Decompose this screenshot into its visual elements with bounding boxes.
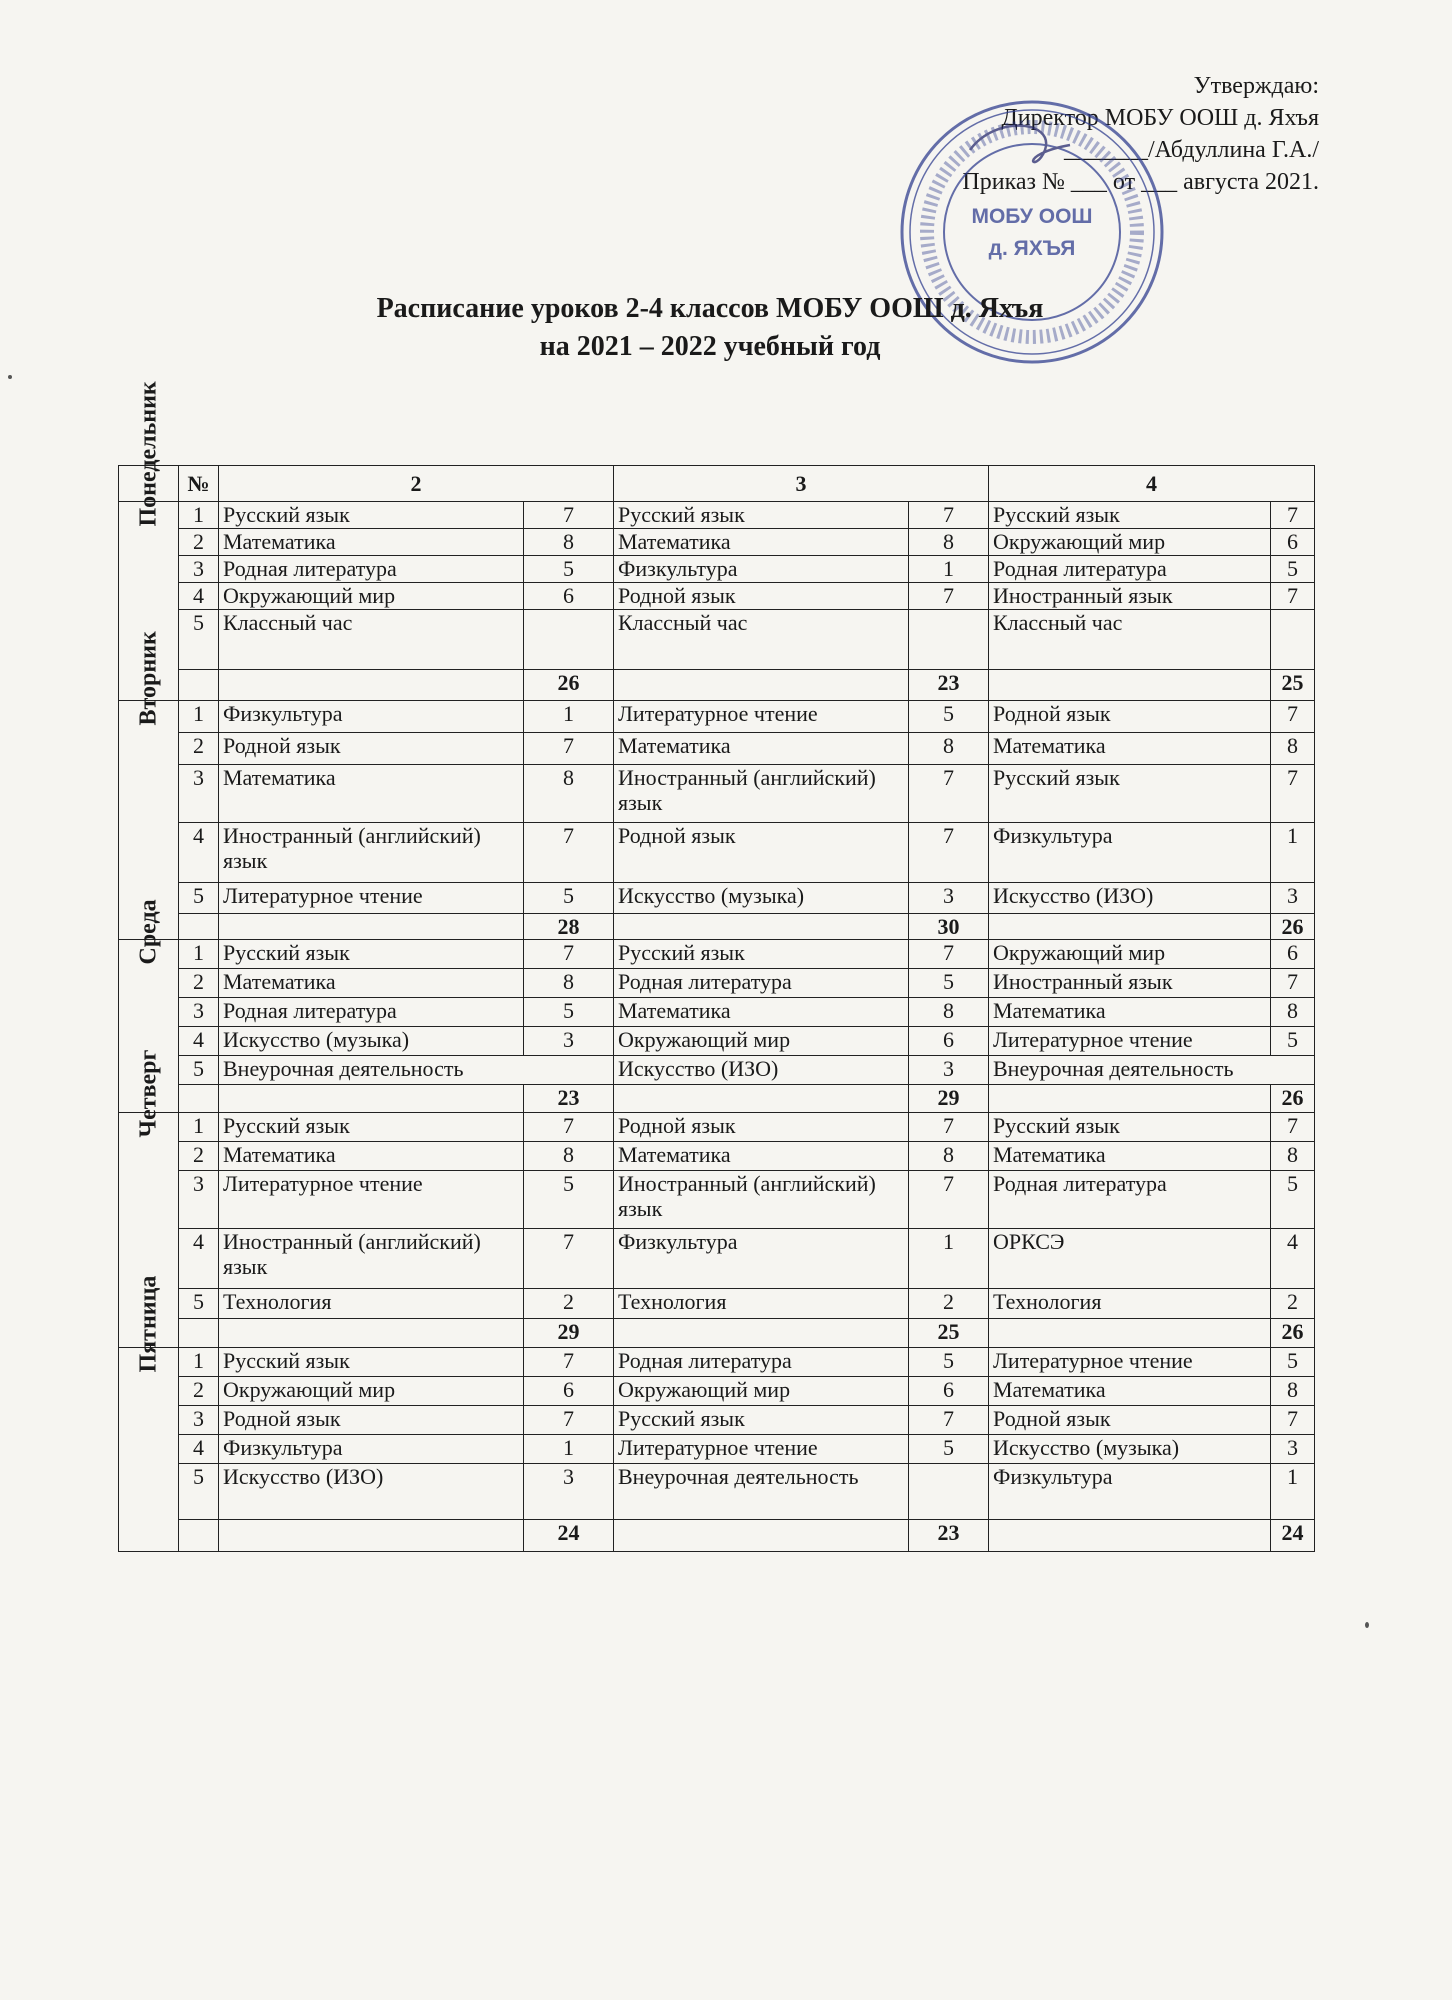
scan-speck [8,375,12,379]
totals-empty-cell [989,1319,1271,1348]
schedule-table [118,381,1315,1552]
subject-class-3: Физкультура [614,1229,909,1289]
lesson-number: 5 [179,1289,219,1319]
totals-empty-cell [219,670,524,701]
hours-class-3: 1 [909,556,989,583]
totals-empty-cell [179,914,219,940]
subject-class-4: Математика [989,733,1271,765]
total-class-3: 30 [909,914,989,940]
totals-empty-cell [219,1520,524,1552]
subject-class-2: Физкультура [219,701,524,733]
lesson-row [119,940,1315,969]
lesson-number: 5 [179,1056,219,1085]
lesson-number: 1 [179,502,219,529]
approval-line-4: Приказ № ___ от ___ августа 2021. [962,169,1319,195]
lesson-number: 3 [179,1171,219,1229]
totals-row [119,1520,1315,1552]
totals-row [119,670,1315,701]
lesson-row [119,1056,1315,1085]
subject-class-4: Классный час [989,610,1271,670]
subject-class-2: Математика [219,529,524,556]
subject-class-2: Русский язык [219,1348,524,1377]
subject-class-3: Окружающий мир [614,1377,909,1406]
lesson-row [119,610,1315,670]
total-class-4: 26 [1271,1319,1315,1348]
hours-class-3: 5 [909,1348,989,1377]
subject-class-3: Родной язык [614,823,909,883]
header-class-4: 4 [989,466,1315,502]
hours-class-3: 6 [909,1377,989,1406]
hours-class-4: 7 [1271,1406,1315,1435]
lesson-number: 3 [179,1406,219,1435]
subject-class-2: Родная литература [219,998,524,1027]
totals-empty-cell [989,670,1271,701]
subject-class-4: Родная литература [989,556,1271,583]
total-class-4: 24 [1271,1520,1315,1552]
lesson-number: 5 [179,883,219,914]
hours-class-4: 3 [1271,1435,1315,1464]
hours-class-4: 8 [1271,733,1315,765]
totals-empty-cell [614,670,909,701]
hours-class-2: 5 [524,998,614,1027]
hours-class-2: 7 [524,1348,614,1377]
lesson-number: 3 [179,556,219,583]
header-row [119,466,1315,502]
stamp-text-1: МОБУ ООШ [971,205,1093,228]
subject-class-2: Искусство (музыка) [219,1027,524,1056]
hours-class-2: 7 [524,940,614,969]
subject-class-2: Окружающий мир [219,1377,524,1406]
totals-empty-cell [179,1520,219,1552]
header-class-3: 3 [614,466,989,502]
subject-class-4: Иностранный язык [989,583,1271,610]
totals-empty-cell [614,1520,909,1552]
subject-class-2: Русский язык [219,940,524,969]
lesson-number: 2 [179,733,219,765]
hours-class-4: 7 [1271,765,1315,823]
hours-class-3: 8 [909,1142,989,1171]
lesson-number: 2 [179,1377,219,1406]
approval-line-2: Директор МОБУ ООШ д. Яхъя [1001,105,1319,131]
total-class-3: 23 [909,1520,989,1552]
subject-class-2: Литературное чтение [219,883,524,914]
hours-class-2: 5 [524,1171,614,1229]
hours-class-4: 7 [1271,969,1315,998]
totals-empty-cell [614,914,909,940]
header-num: № [179,466,219,502]
stamp-text-2: д. ЯХЪЯ [988,237,1076,260]
subject-class-4: Русский язык [989,1113,1271,1142]
subject-class-4: Внеурочная деятельность [989,1056,1315,1085]
subject-class-2: Иностранный (английский) язык [219,1229,524,1289]
subject-class-3: Русский язык [614,502,909,529]
lesson-number: 2 [179,969,219,998]
hours-class-3: 7 [909,1113,989,1142]
subject-class-3: Литературное чтение [614,701,909,733]
total-class-4: 26 [1271,914,1315,940]
subject-class-3: Физкультура [614,556,909,583]
hours-class-2: 8 [524,1142,614,1171]
lesson-row [119,1348,1315,1377]
hours-class-4: 7 [1271,1113,1315,1142]
subject-class-2: Иностранный (английский) язык [219,823,524,883]
lesson-number: 3 [179,765,219,823]
hours-class-4: 5 [1271,1171,1315,1229]
subject-class-3: Иностранный (английский) язык [614,765,909,823]
total-class-2: 24 [524,1520,614,1552]
subject-class-2: Технология [219,1289,524,1319]
lesson-row [119,998,1315,1027]
title-line-1: Расписание уроков 2-4 классов МОБУ ООШ д. Яхъя [376,293,1044,324]
hours-class-3: 7 [909,940,989,969]
document-title [160,290,1260,366]
subject-class-3: Математика [614,529,909,556]
totals-empty-cell [179,1319,219,1348]
subject-class-3: Окружающий мир [614,1027,909,1056]
hours-class-4: 6 [1271,529,1315,556]
subject-class-4: Родной язык [989,701,1271,733]
subject-class-3: Математика [614,998,909,1027]
header-class-2: 2 [219,466,614,502]
subject-class-4: Искусство (ИЗО) [989,883,1271,914]
lesson-row [119,583,1315,610]
subject-class-4: ОРКСЭ [989,1229,1271,1289]
lesson-row [119,883,1315,914]
lesson-row [119,1171,1315,1229]
subject-class-3: Искусство (музыка) [614,883,909,914]
hours-class-3: 2 [909,1289,989,1319]
hours-class-2: 3 [524,1464,614,1520]
total-class-4: 26 [1271,1085,1315,1113]
subject-class-2: Русский язык [219,1113,524,1142]
lesson-row [119,1229,1315,1289]
hours-class-4: 7 [1271,701,1315,733]
totals-row [119,1319,1315,1348]
day-name: Понедельник [135,381,161,527]
totals-row [119,1085,1315,1113]
lesson-row [119,701,1315,733]
hours-class-3: 5 [909,969,989,998]
subject-class-4: Окружающий мир [989,940,1271,969]
totals-empty-cell [219,1085,524,1113]
lesson-row [119,1406,1315,1435]
subject-class-2: Математика [219,765,524,823]
lesson-number: 5 [179,610,219,670]
total-class-3: 25 [909,1319,989,1348]
subject-class-4: Родной язык [989,1406,1271,1435]
scan-speck [1365,1622,1369,1628]
hours-class-3: 5 [909,701,989,733]
total-class-3: 23 [909,670,989,701]
hours-class-4: 7 [1271,583,1315,610]
subject-class-3: Родной язык [614,583,909,610]
hours-class-3: 7 [909,502,989,529]
hours-class-2: 8 [524,765,614,823]
hours-class-4: 5 [1271,1348,1315,1377]
subject-class-2: Математика [219,1142,524,1171]
subject-class-2: Внеурочная деятельность [219,1056,614,1085]
hours-class-4 [1271,610,1315,670]
subject-class-3: Литературное чтение [614,1435,909,1464]
lesson-number: 2 [179,1142,219,1171]
hours-class-4: 1 [1271,1464,1315,1520]
subject-class-2: Физкультура [219,1435,524,1464]
approval-line-3: _______/Абдуллина Г.А./ [1063,137,1319,163]
hours-class-4: 6 [1271,940,1315,969]
hours-class-2: 7 [524,823,614,883]
subject-class-4: Русский язык [989,502,1271,529]
lesson-number: 1 [179,701,219,733]
subject-class-4: Физкультура [989,1464,1271,1520]
lesson-row [119,969,1315,998]
hours-class-4: 7 [1271,502,1315,529]
subject-class-3: Математика [614,1142,909,1171]
hours-class-2 [524,610,614,670]
subject-class-4: Родная литература [989,1171,1271,1229]
subject-class-4: Искусство (музыка) [989,1435,1271,1464]
hours-class-3 [909,610,989,670]
subject-class-2: Литературное чтение [219,1171,524,1229]
day-name: Пятница [135,1275,161,1373]
hours-class-4: 5 [1271,556,1315,583]
subject-class-3: Родная литература [614,969,909,998]
subject-class-3: Искусство (ИЗО) [614,1056,909,1085]
totals-empty-cell [614,1085,909,1113]
subject-class-4: Физкультура [989,823,1271,883]
lesson-row [119,1377,1315,1406]
lesson-number: 4 [179,1229,219,1289]
subject-class-3: Русский язык [614,940,909,969]
subject-class-3: Технология [614,1289,909,1319]
subject-class-2: Классный час [219,610,524,670]
subject-class-2: Русский язык [219,502,524,529]
hours-class-3: 7 [909,1406,989,1435]
hours-class-4: 2 [1271,1289,1315,1319]
hours-class-2: 5 [524,883,614,914]
subject-class-4: Окружающий мир [989,529,1271,556]
hours-class-4: 3 [1271,883,1315,914]
total-class-2: 29 [524,1319,614,1348]
total-class-2: 23 [524,1085,614,1113]
hours-class-3: 8 [909,733,989,765]
hours-class-2: 7 [524,1229,614,1289]
lesson-row [119,502,1315,529]
hours-class-3: 5 [909,1435,989,1464]
hours-class-2: 7 [524,1406,614,1435]
hours-class-4: 8 [1271,998,1315,1027]
hours-class-2: 2 [524,1289,614,1319]
subject-class-3: Русский язык [614,1406,909,1435]
lesson-row [119,1464,1315,1520]
lesson-row [119,1435,1315,1464]
subject-class-2: Родной язык [219,1406,524,1435]
subject-class-3: Математика [614,733,909,765]
lesson-number: 4 [179,1027,219,1056]
subject-class-4: Иностранный язык [989,969,1271,998]
hours-class-4: 8 [1271,1142,1315,1171]
totals-empty-cell [989,914,1271,940]
lesson-row [119,556,1315,583]
lesson-row [119,1027,1315,1056]
subject-class-3: Родной язык [614,1113,909,1142]
lesson-row [119,529,1315,556]
hours-class-4: 5 [1271,1027,1315,1056]
hours-class-3: 6 [909,1027,989,1056]
lesson-number: 2 [179,529,219,556]
subject-class-3: Внеурочная деятельность [614,1464,909,1520]
lesson-row [119,823,1315,883]
lesson-number: 3 [179,998,219,1027]
subject-class-4: Русский язык [989,765,1271,823]
total-class-2: 28 [524,914,614,940]
hours-class-3: 7 [909,583,989,610]
totals-empty-cell [219,1319,524,1348]
lesson-number: 4 [179,583,219,610]
lesson-row [119,1113,1315,1142]
total-class-4: 25 [1271,670,1315,701]
total-class-2: 26 [524,670,614,701]
subject-class-4: Математика [989,1377,1271,1406]
hours-class-3: 3 [909,883,989,914]
subject-class-4: Литературное чтение [989,1027,1271,1056]
hours-class-3: 7 [909,1171,989,1229]
day-name: Четверг [135,1049,161,1138]
hours-class-3: 8 [909,998,989,1027]
subject-class-4: Литературное чтение [989,1348,1271,1377]
hours-class-3: 8 [909,529,989,556]
totals-empty-cell [179,1085,219,1113]
hours-class-2: 7 [524,733,614,765]
day-label [119,1275,179,1552]
hours-class-2: 1 [524,1435,614,1464]
hours-class-2: 8 [524,969,614,998]
total-class-3: 29 [909,1085,989,1113]
totals-empty-cell [989,1085,1271,1113]
hours-class-3: 1 [909,1229,989,1289]
subject-class-2: Математика [219,969,524,998]
hours-class-2: 3 [524,1027,614,1056]
hours-class-2: 6 [524,583,614,610]
lesson-row [119,765,1315,823]
totals-empty-cell [219,914,524,940]
hours-class-3 [909,1464,989,1520]
hours-class-3: 3 [909,1056,989,1085]
lesson-number: 4 [179,1435,219,1464]
hours-class-2: 8 [524,529,614,556]
hours-class-4: 1 [1271,823,1315,883]
hours-class-4: 4 [1271,1229,1315,1289]
subject-class-3: Классный час [614,610,909,670]
subject-class-2: Окружающий мир [219,583,524,610]
lesson-number: 1 [179,1348,219,1377]
day-name: Среда [135,899,161,965]
hours-class-2: 7 [524,502,614,529]
lesson-number: 4 [179,823,219,883]
subject-class-2: Родной язык [219,733,524,765]
totals-row [119,914,1315,940]
hours-class-3: 7 [909,823,989,883]
subject-class-3: Иностранный (английский) язык [614,1171,909,1229]
subject-class-4: Технология [989,1289,1271,1319]
lesson-number: 1 [179,940,219,969]
subject-class-2: Искусство (ИЗО) [219,1464,524,1520]
lesson-row [119,733,1315,765]
hours-class-2: 7 [524,1113,614,1142]
subject-class-4: Математика [989,1142,1271,1171]
lesson-row [119,1289,1315,1319]
day-name: Вторник [135,631,161,726]
totals-empty-cell [989,1520,1271,1552]
lesson-number: 5 [179,1464,219,1520]
approval-line-1: Утверждаю: [1193,73,1319,99]
subject-class-3: Родная литература [614,1348,909,1377]
hours-class-4: 8 [1271,1377,1315,1406]
totals-empty-cell [614,1319,909,1348]
subject-class-4: Математика [989,998,1271,1027]
hours-class-2: 6 [524,1377,614,1406]
hours-class-3: 7 [909,765,989,823]
hours-class-2: 5 [524,556,614,583]
title-line-2: на 2021 – 2022 учебный год [539,331,881,362]
subject-class-2: Родная литература [219,556,524,583]
totals-empty-cell [179,670,219,701]
lesson-number: 1 [179,1113,219,1142]
lesson-row [119,1142,1315,1171]
hours-class-2: 1 [524,701,614,733]
